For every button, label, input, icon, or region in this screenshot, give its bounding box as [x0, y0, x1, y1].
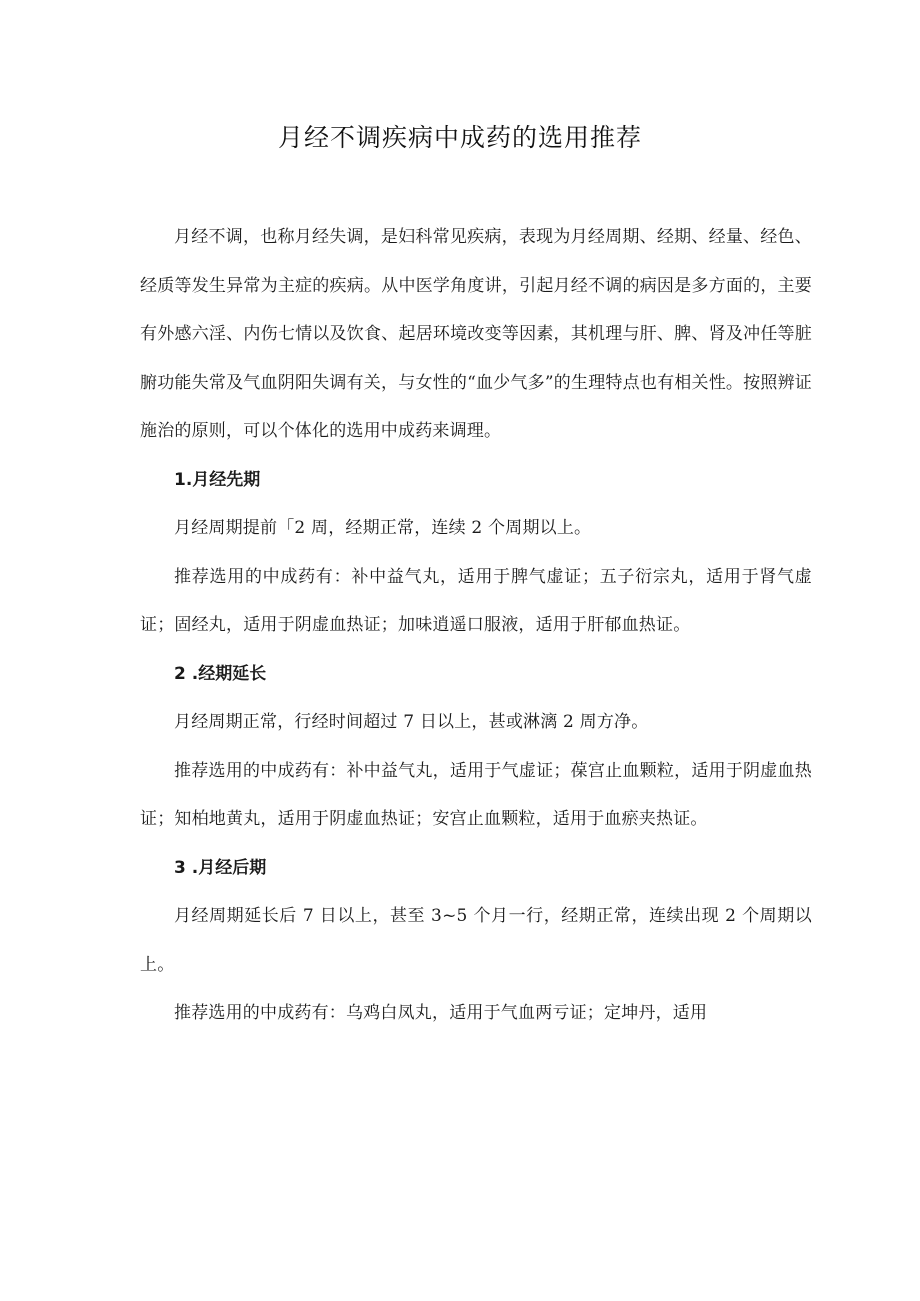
section-1-recommendation: 推荐选用的中成药有：补中益气丸，适用于脾气虚证；五子衍宗丸，适用于肾气虚证；固经丸，适用于阴虚血热证；加味逍遥口服液，适用于肝郁血热证。 — [140, 566, 812, 635]
document-body — [140, 213, 812, 1038]
section-heading-2: 2 .经期延长 — [174, 663, 267, 684]
intro-paragraph: 月经不调，也称月经失调，是妇科常见疾病，表现为月经周期、经期、经量、经色、经质等发生异常为主症的疾病。从中医学角度讲，引起月经不调的病因是多方面的，主要有外感六淫、内伤七情以及饮食、起居环境改变等因素，其机理与肝、脾、肾及冲任等脏腑功能失常及气血阴阳失调有关，与女性的“血少气多”的生理特点也有相关性。按照辨证施治的原则，可以个体化的选用中成药来调理。 — [140, 227, 812, 441]
section-3-recommendation: 推荐选用的中成药有：乌鸡白凤丸，适用于气血两亏证；定坤丹，适用 — [174, 1003, 708, 1023]
section-2-definition: 月经周期正常，行经时间超过 7 日以上，甚或淋漓 2 周方净。 — [174, 712, 649, 732]
section-2-recommendation: 推荐选用的中成药有：补中益气丸，适用于气虚证；葆宫止血颗粒，适用于阴虚血热证；知柏地黄丸，适用于阴虚血热证；安宫止血颗粒，适用于血瘀夹热证。 — [140, 760, 812, 829]
section-heading-1: 1.月经先期 — [174, 469, 261, 490]
section-heading-3: 3 .月经后期 — [174, 857, 267, 878]
page-title: 月经不调疾病中成药的选用推荐 — [277, 123, 642, 152]
section-3-definition: 月经周期延长后 7 日以上，甚至 3~5 个月一行，经期正常，连续出现 2 个周期以上。 — [140, 906, 812, 975]
section-1-definition: 月经周期提前「2 周，经期正常，连续 2 个周期以上。 — [174, 518, 592, 538]
